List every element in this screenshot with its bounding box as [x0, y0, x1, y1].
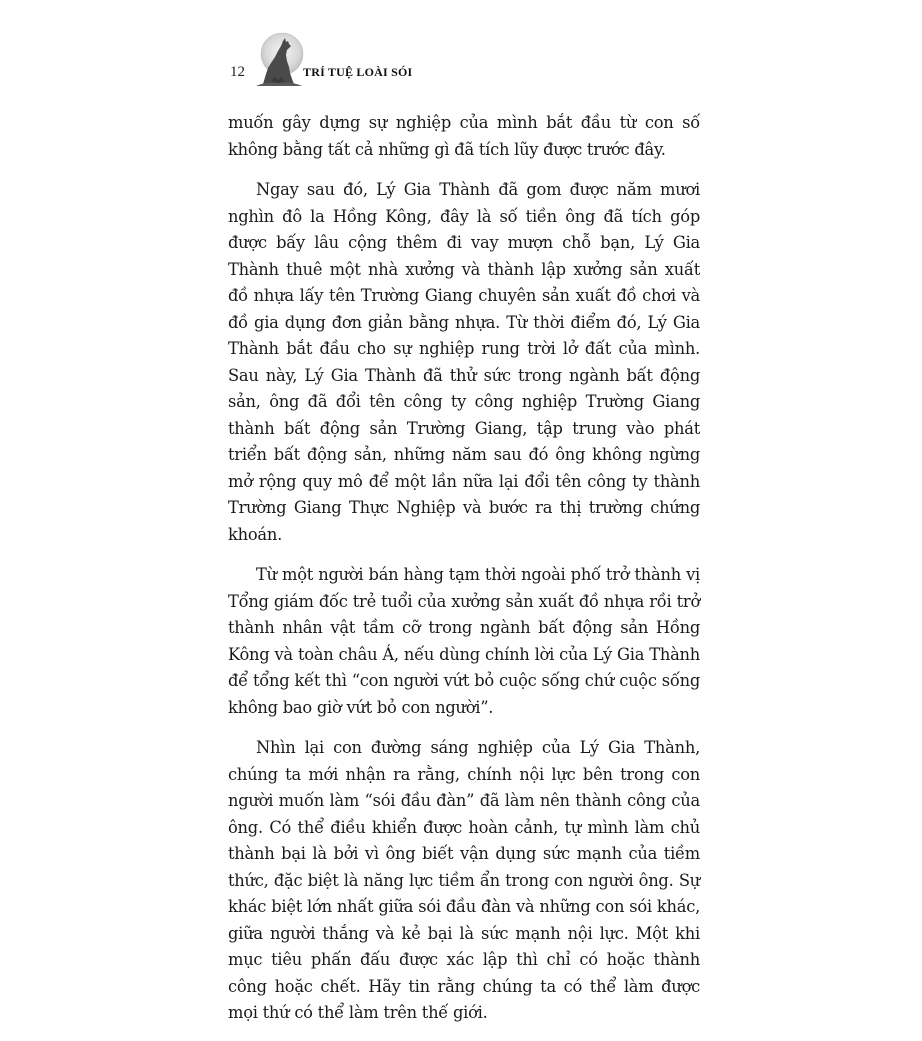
running-title: TRÍ TUỆ LOÀI SÓI [303, 65, 413, 79]
paragraph-1: muốn gây dựng sự nghiệp của mình bắt đầu từ con số không bằng tất cả những gì đã tích lũy được trước đây. [228, 113, 700, 159]
howling-wolf-icon [248, 30, 308, 88]
page-number: 12 [230, 64, 245, 80]
page-header [230, 30, 690, 90]
paragraph-3: Từ một người bán hàng tạm thời ngoài phố trở thành vị Tổng giám đốc trẻ tuổi của xưởng sản xuất đồ nhựa rồi trở thành nhân vật tầm cỡ trong ngành bất động sản Hồng Kông và toàn châu Á, nếu dùng chính lời của Lý Gia Thành để tổng kết thì “con người vứt bỏ cuộc sống chứ cuộc sống không bao giờ vứt bỏ con người”. [228, 565, 700, 717]
paragraph-4: Nhìn lại con đường sáng nghiệp của Lý Gia Thành, chúng ta mới nhận ra rằng, chính nội lực bên trong con người muốn làm “sói đầu đàn” đã làm nên thành công của ông. Có thể điều khiển được hoàn cảnh, tự mình làm chủ thành bại là bởi vì ông biết vận dụng sức mạnh của tiềm thức, đặc biệt là năng lực tiềm ẩn trong con người ông. Sự khác biệt lớn nhất giữa sói đầu đàn và những con sói khác, giữa người thắng và kẻ bại là sức mạnh nội lực. Một khi mục tiêu phấn đấu được xác lập thì chỉ có hoặc thành công hoặc chết. Hãy tin rằng chúng ta có thể làm được mọi thứ có thể làm trên thế giới. [228, 738, 700, 1022]
paragraph-2: Ngay sau đó, Lý Gia Thành đã gom được năm mươi nghìn đô la Hồng Kông, đây là số tiền ông đã tích góp được bấy lâu cộng thêm đi vay mượn chỗ bạn, Lý Gia Thành thuê một nhà xưởng và thành lập xưởng sản xuất đồ nhựa lấy tên Trường Giang chuyên sản xuất đồ chơi và đồ gia dụng đơn giản bằng nhựa. Từ thời điểm đó, Lý Gia Thành bắt đầu cho sự nghiệp rung trời lở đất của mình. Sau này, Lý Gia Thành đã thử sức trong ngành bất động sản, ông đã đổi tên công ty công nghiệp Trường Giang thành bất động sản Trường Giang, tập trung vào phát triển bất động sản, những năm sau đó ông không ngừng mở rộng quy mô để một lần nữa lại đổi tên công ty thành Trường Giang Thực Nghiệp và bước ra thị trường chứng khoán. [228, 180, 700, 544]
body-text [228, 110, 700, 1041]
